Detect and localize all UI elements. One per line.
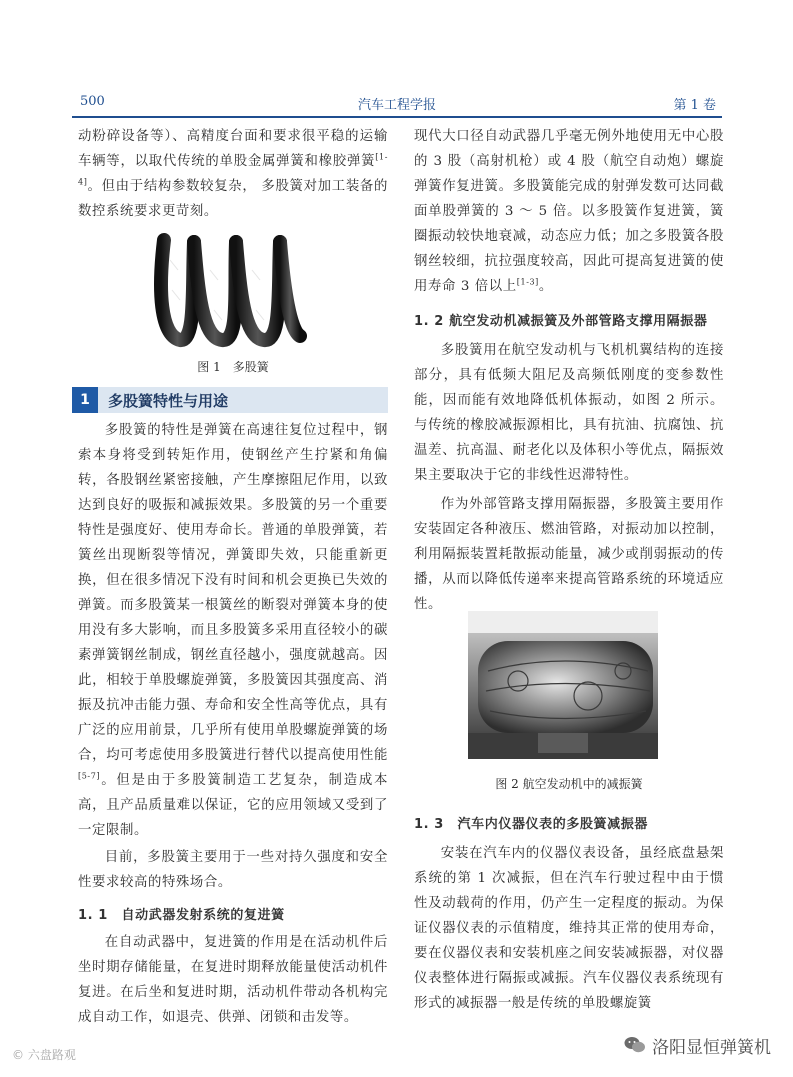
citation[interactable]: [5-7]	[78, 771, 101, 781]
engine-image	[468, 611, 658, 759]
paragraph: 作为外部管路支撑用隔振器，多股簧主要用作安装固定各种液压、燃油管路，对振动加以控制，利用隔振装置耗散振动能量，减少或削弱振动的传播，从而以降低传递率来提高管路系统的环境适应性。	[414, 497, 724, 612]
left-column-body	[78, 418, 388, 1030]
section-1-heading	[72, 387, 388, 413]
subsection-1-2-heading: 1. 2 航空发动机减振簧及外部管路支撑用隔振器	[414, 314, 708, 329]
subsection-1-3-heading: 1. 3 汽车内仪器仪表的多股簧减振器	[414, 817, 648, 832]
watermark-left: © 六盘路观	[12, 1048, 76, 1062]
subsection-1-1-heading: 1. 1 自动武器发射系统的复进簧	[78, 908, 285, 923]
section-title: 多股簧特性与用途	[108, 391, 229, 410]
figure-aero-engine	[468, 611, 658, 759]
wechat-icon	[624, 1036, 646, 1054]
paragraph: 目前，多股簧主要用于一些对持久强度和安全性要求较高的特殊场合。	[78, 850, 388, 890]
paragraph: 多股簧用在航空发动机与飞机机翼结构的连接部分，具有低频大阻尼及高频低刚度的变参数性能，因而能有效地降低机体振动，如图 2 所示。与传统的橡胶减振源相比，具有抗油、抗腐蚀、抗温差、抗高温、耐老化以及体积小等优点，隔振效果主要取决于它的非线性迟滞特性。	[414, 343, 724, 483]
right-column-body	[414, 812, 724, 1016]
citation[interactable]: [1-3]	[516, 277, 539, 287]
paragraph: 动粉碎设备等）、高精度台面和要求很平稳的运输车辆等，以取代传统的单股金属弹簧和橡胶弹簧[1-4]。但由于结构参数较复杂， 多股簧对加工装备的数控系统要求更苛刻。	[78, 129, 388, 219]
watermark-right	[624, 1032, 771, 1058]
left-column	[78, 124, 388, 224]
volume-label: 第 1 卷	[673, 98, 716, 113]
page-header	[72, 90, 722, 116]
right-column	[414, 124, 724, 617]
account-name: 洛阳显恒弹簧机	[652, 1037, 771, 1058]
figure-2-caption: 图 2 航空发动机中的减振簧	[495, 777, 643, 791]
spring-image	[150, 230, 310, 350]
paragraph: 现代大口径自动武器几乎毫无例外地使用无中心股的 3 股（高射机枪）或 4 股（航空自动炮）螺旋弹簧作复进簧。多股簧能完成的射弹发数可达同截面单股弹簧的 3 ～ 5 倍。以多股簧作复进簧，簧圈振动较快地衰减，动态应力低；加之多股簧各股钢丝较细，抗拉强度较高，因此可提高复进簧的使用寿命 3 倍以上[1-3]。	[414, 129, 724, 294]
page-number: 500	[80, 94, 105, 109]
journal-title: 汽车工程学报	[357, 98, 436, 113]
section-number: 1	[72, 387, 98, 413]
figure-multi-strand-spring	[150, 230, 310, 350]
header-rule	[72, 116, 722, 118]
figure-1-caption: 图 1 多股簧	[197, 360, 269, 374]
paragraph: 在自动武器中，复进簧的作用是在活动机件后坐时期存储能量，在复进时期释放能量使活动机件复进。在后坐和复进时期，活动机件带动各机构完成自动工作，如退壳、供弹、闭锁和击发等。	[78, 935, 388, 1025]
paragraph: 多股簧的特性是弹簧在高速往复位过程中，钢索本身将受到转矩作用，使钢丝产生拧紧和角偏转，各股钢丝紧密接触，产生摩擦阻尼作用，以致达到良好的吸振和减振效果。多股簧的另一个重要特性是强度好、使用寿命长。普通的单股弹簧，若簧丝出现断裂等情况，弹簧即失效，只能重新更换，但在很多情况下没有时间和机会更换已失效的弹簧。而多股簧某一根簧丝的断裂对弹簧本身的使用没有多大影响，而且多股簧多采用直径较小的碳素弹簧钢丝制成，钢丝直径越小，强度就越高。因此，相较于单股螺旋弹簧，多股簧因其强度高、消振及抗冲击能力强、寿命和安全性高等优点，具有广泛的应用前景，几乎所有使用单股螺旋弹簧的场合，均可考虑使用多股簧进行替代以提高使用性能[5-7]。但是由于多股簧制造工艺复杂，制造成本高，且产品质量难以保证，它的应用领域又受到了一定限制。	[78, 423, 388, 838]
paragraph: 安装在汽车内的仪器仪表设备，虽经底盘悬架系统的第 1 次减振，但在汽车行驶过程中由于惯性及动载荷的作用，仍产生一定程度的振动。为保证仪器仪表的示值精度，维持其正常的使用寿命，要在仪器仪表和安装机座之间安装减振器，对仪器仪表整体进行隔振或减振。汽车仪器仪表系统现有形式的减振器一般是传统的单股螺旋簧	[414, 846, 724, 1011]
citation[interactable]: [1-4]	[78, 152, 388, 187]
